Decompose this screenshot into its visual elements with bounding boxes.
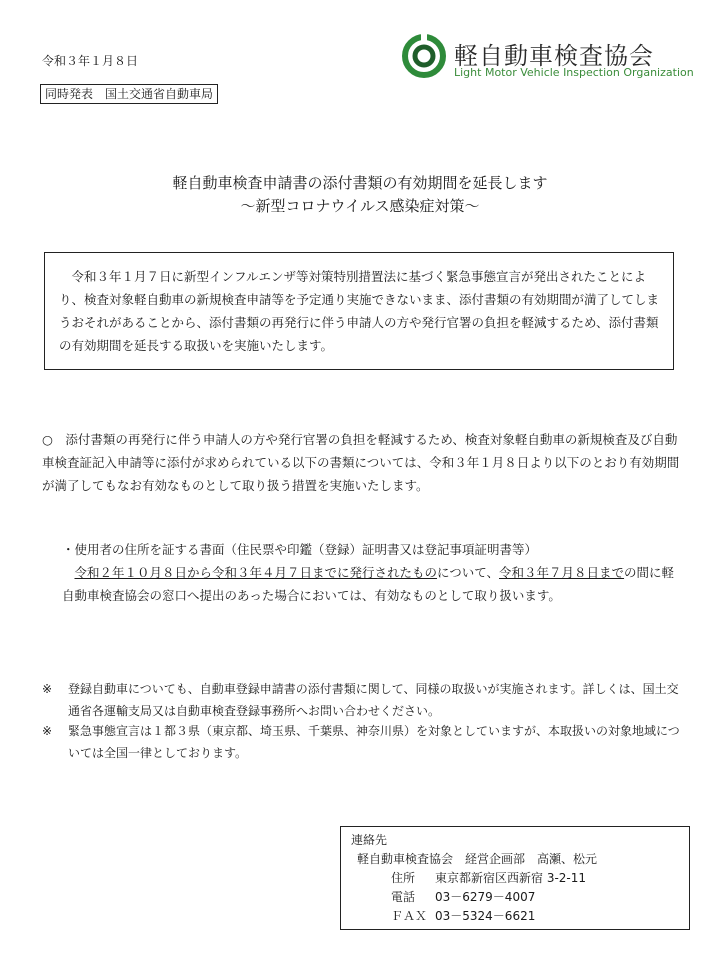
note-mark: ※ [42, 682, 53, 696]
contact-organization: 軽自動車検査協会 経営企画部 高瀬、松元 [357, 852, 598, 866]
note-mark: ※ [42, 724, 53, 738]
issue-period-text: 令和２年１０月８日から令和３年４月７日までに発行されたもの [74, 565, 438, 580]
bullet-item-title: ・使用者の住所を証する書面（住民票や印鑑（登録）証明書又は登記事項証明書等） [62, 542, 538, 557]
organization-name-jp: 軽自動車検査協会 [454, 42, 654, 70]
contact-heading: 連絡先 [351, 833, 388, 847]
organization-logo [402, 34, 702, 84]
main-paragraph-text: ○ 添付書類の再発行に伴う申請人の方や発行官署の負担を軽減するため、検査対象軽自動車の新規検査及び自動車検査証記入申請等に添付が求められている以下の書類については、令和３年１月８日より以下のとおり有効期間が満了してもなお有効なものとして取り扱う措置を実施いたします。 [42, 432, 680, 493]
deadline-text: 令和３年７月８日まで [499, 565, 625, 580]
document-title [0, 172, 720, 218]
note-item [42, 678, 682, 722]
bullet-end-text: の間に軽自動車検査協会の窓口へ提出のあった場合においては、有効なものとして取り扱います。 [62, 565, 675, 603]
title-sub: ～新型コロナウイルス感染症対策～ [240, 197, 480, 215]
organization-emblem-icon [402, 34, 446, 78]
address-value: 東京都新宿区西新宿 3-2-11 [435, 871, 587, 885]
phone-value: 03－6279－4007 [435, 890, 536, 904]
fax-value: 03－5324－6621 [435, 909, 536, 923]
summary-text: 令和３年１月７日に新型インフルエンザ等対策特別措置法に基づく緊急事態宣言が発出されたことにより、検査対象軽自動車の新規検査申請等を予定通り実施できないまま、添付書類の有効期間が満了してしまうおそれがあることから、添付書類の再発行に伴う申請人の方や発行官署の負担を軽減するため、添付書類の有効期間を延長する取扱いを実施いたします。 [59, 269, 660, 353]
main-paragraph [42, 428, 682, 497]
organization-name-en: Light Motor Vehicle Inspection Organization [454, 66, 694, 79]
bullet-mid-text: について、 [437, 565, 500, 580]
note-item [42, 720, 682, 764]
note-text: 登録自動車についても、自動車登録申請書の添付書類に関して、同様の取扱いが実施されます。詳しくは、国土交通省各運輸支局又は自動車検査登録事務所へお問い合わせください。 [68, 682, 679, 718]
fax-label: ＦＡＸ [391, 909, 428, 923]
address-label: 住所 [391, 871, 416, 885]
release-date: 令和３年１月８日 [42, 54, 139, 68]
joint-release-box: 同時発表 国土交通省自動車局 [40, 84, 218, 104]
title-main: 軽自動車検査申請書の添付書類の有効期間を延長します [172, 174, 548, 192]
contact-box [340, 826, 690, 930]
summary-box [44, 252, 674, 370]
phone-label: 電話 [391, 890, 416, 904]
bullet-item-body [62, 561, 682, 607]
note-text: 緊急事態宣言は１都３県（東京都、埼玉県、千葉県、神奈川県）を対象としていますが、本取扱いの対象地域については全国一律としております。 [68, 724, 680, 760]
